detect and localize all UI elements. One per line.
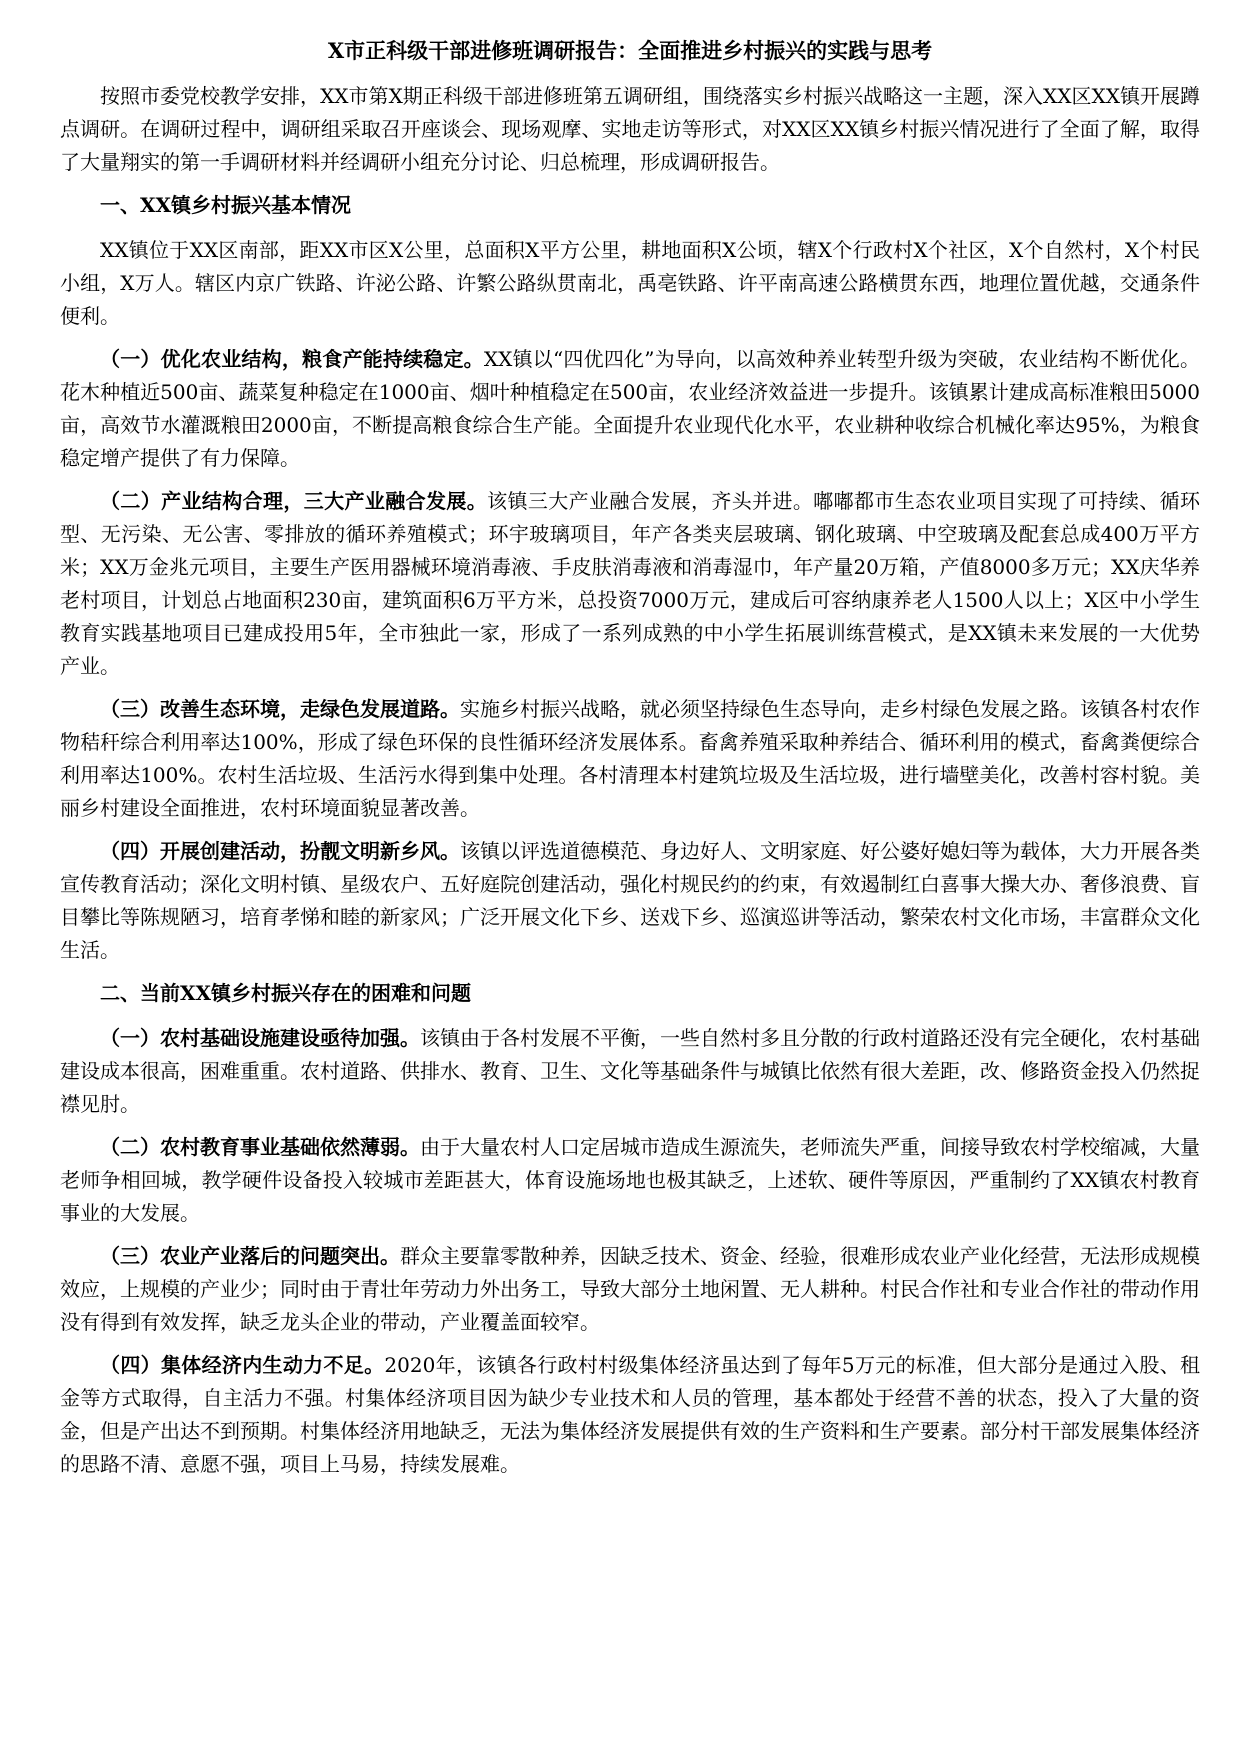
section-2-item-1-text: 该镇由于各村发展不平衡，一些自然村多且分散的行政村道路还没有完全硬化，农村基础建设成本很高，困难重重。农村道路、供排水、教育、卫生、文化等基础条件与城镇比依然有很大差距，改、修路资金投入仍然捉襟见肘。 — [60, 1026, 1200, 1116]
section-2-item-1 — [60, 1022, 1200, 1121]
section-2-item-1-heading: （一）农村基础设施建设亟待加强。 — [100, 1026, 420, 1050]
intro-paragraph: 按照市委党校教学安排，XX市第X期正科级干部进修班第五调研组，围绕落实乡村振兴战略这一主题，深入XX区XX镇开展蹲点调研。在调研过程中，调研组采取召开座谈会、现场观摩、实地走访等形式，对XX区XX镇乡村振兴情况进行了全面了解，取得了大量翔实的第一手调研材料并经调研小组充分讨论、归总梳理，形成调研报告。 — [60, 84, 1200, 174]
section-2-item-4-text: 2020年，该镇各行政村村级集体经济虽达到了每年5万元的标准，但大部分是通过入股、租金等方式取得，自主活力不强。村集体经济项目因为缺少专业技术和人员的管理，基本都处于经营不善的状态，投入了大量的资金，但是产出达不到预期。村集体经济用地缺乏，无法为集体经济发展提供有效的生产资料和生产要素。部分村干部发展集体经济的思路不清、意愿不强，项目上马易，持续发展难。 — [60, 1353, 1201, 1476]
section-1-item-2-heading: （二）产业结构合理，三大产业融合发展。 — [100, 489, 488, 513]
section-1-item-4-heading: （四）开展创建活动，扮靓文明新乡风。 — [100, 839, 460, 863]
section-1-item-4-text: 该镇以评选道德模范、身边好人、文明家庭、好公婆好媳妇等为载体，大力开展各类宣传教育活动；深化文明村镇、星级农户、五好庭院创建活动，强化村规民约的约束，有效遏制红白喜事大操大办、奢侈浪费、盲目攀比等陈规陋习，培育孝悌和睦的新家风；广泛开展文化下乡、送戏下乡、巡演巡讲等活动，繁荣农村文化市场，丰富群众文化生活。 — [60, 839, 1200, 962]
section-2-item-4-heading: （四）集体经济内生动力不足。 — [100, 1353, 385, 1377]
section-2-item-3-text: 群众主要靠零散种养，因缺乏技术、资金、经验，很难形成农业产业化经营，无法形成规模效应，上规模的产业少；同时由于青壮年劳动力外出务工，导致大部分土地闲置、无人耕种。村民合作社和专业合作社的带动作用没有得到有效发挥，缺乏龙头企业的带动，产业覆盖面较窄。 — [60, 1244, 1200, 1334]
section-1-overview: XX镇位于XX区南部，距XX市区X公里，总面积X平方公里，耕地面积X公顷，辖X个行政村X个社区，X个自然村，X个村民小组，X万人。辖区内京广铁路、许泌公路、许繁公路纵贯南北，禹亳铁路、许平南高速公路横贯东西，地理位置优越，交通条件便利。 — [60, 238, 1200, 328]
section-2-item-2-text: 由于大量农村人口定居城市造成生源流失，老师流失严重，间接导致农村学校缩减，大量老师争相回城，教学硬件设备投入较城市差距甚大，体育设施场地也极其缺乏，上述软、硬件等原因，严重制约了XX镇农村教育事业的大发展。 — [60, 1135, 1200, 1225]
section-1-item-1 — [60, 343, 1200, 475]
section-1-item-3 — [60, 693, 1200, 825]
section-2-item-2 — [60, 1131, 1200, 1230]
section-1-item-2-text: 该镇三大产业融合发展，齐头并进。嘟嘟都市生态农业项目实现了可持续、循环型、无污染、无公害、零排放的循环养殖模式；环宇玻璃项目，年产各类夹层玻璃、钢化玻璃、中空玻璃及配套总成400万平方米；XX万金兆元项目，主要生产医用器械环境消毒液、手皮肤消毒液和消毒湿巾，年产量20万箱，产值8000多万元；XX庆华养老村项目，计划总占地面积230亩，建筑面积6万平方米，总投资7000万元，建成后可容纳康养老人1500人以上；X区中小学生教育实践基地项目已建成投用5年，全市独此一家，形成了一系列成熟的中小学生拓展训练营模式，是XX镇未来发展的一大优势产业。 — [60, 489, 1201, 678]
section-2-heading: 二、当前XX镇乡村振兴存在的困难和问题 — [100, 981, 472, 1005]
section-1-item-3-heading: （三）改善生态环境，走绿色发展道路。 — [100, 697, 460, 721]
section-1-item-1-heading: （一）优化农业结构，粮食产能持续稳定。 — [100, 347, 484, 371]
section-2-item-3-heading: （三）农业产业落后的问题突出。 — [100, 1244, 400, 1268]
section-1-item-3-text: 实施乡村振兴战略，就必须坚持绿色生态导向，走乡村绿色发展之路。该镇各村农作物秸秆综合利用率达100%，形成了绿色环保的良性循环经济发展体系。畜禽养殖采取种养结合、循环利用的模式，畜禽粪便综合利用率达100%。农村生活垃圾、生活污水得到集中处理。各村清理本村建筑垃圾及生活垃圾，进行墙壁美化，改善村容村貌。美丽乡村建设全面推进，农村环境面貌显著改善。 — [60, 697, 1200, 820]
section-1-item-4 — [60, 835, 1200, 967]
document-title: X市正科级干部进修班调研报告：全面推进乡村振兴的实践与思考 — [327, 38, 933, 63]
section-2-item-3 — [60, 1240, 1200, 1339]
section-2-item-4 — [60, 1349, 1200, 1481]
section-1-heading: 一、XX镇乡村振兴基本情况 — [100, 193, 352, 217]
section-2-item-2-heading: （二）农村教育事业基础依然薄弱。 — [100, 1135, 420, 1159]
section-1-item-2 — [60, 485, 1200, 683]
section-1-item-1-text: XX镇以“四优四化”为导向，以高效种养业转型升级为突破，农业结构不断优化。花木种植近500亩、蔬菜复种稳定在1000亩、烟叶种植稳定在500亩，农业经济效益进一步提升。该镇累计建成高标准粮田5000亩，高效节水灌溉粮田2000亩，不断提高粮食综合生产能。全面提升农业现代化水平，农业耕种收综合机械化率达95%，为粮食稳定增产提供了有力保障。 — [60, 347, 1201, 470]
